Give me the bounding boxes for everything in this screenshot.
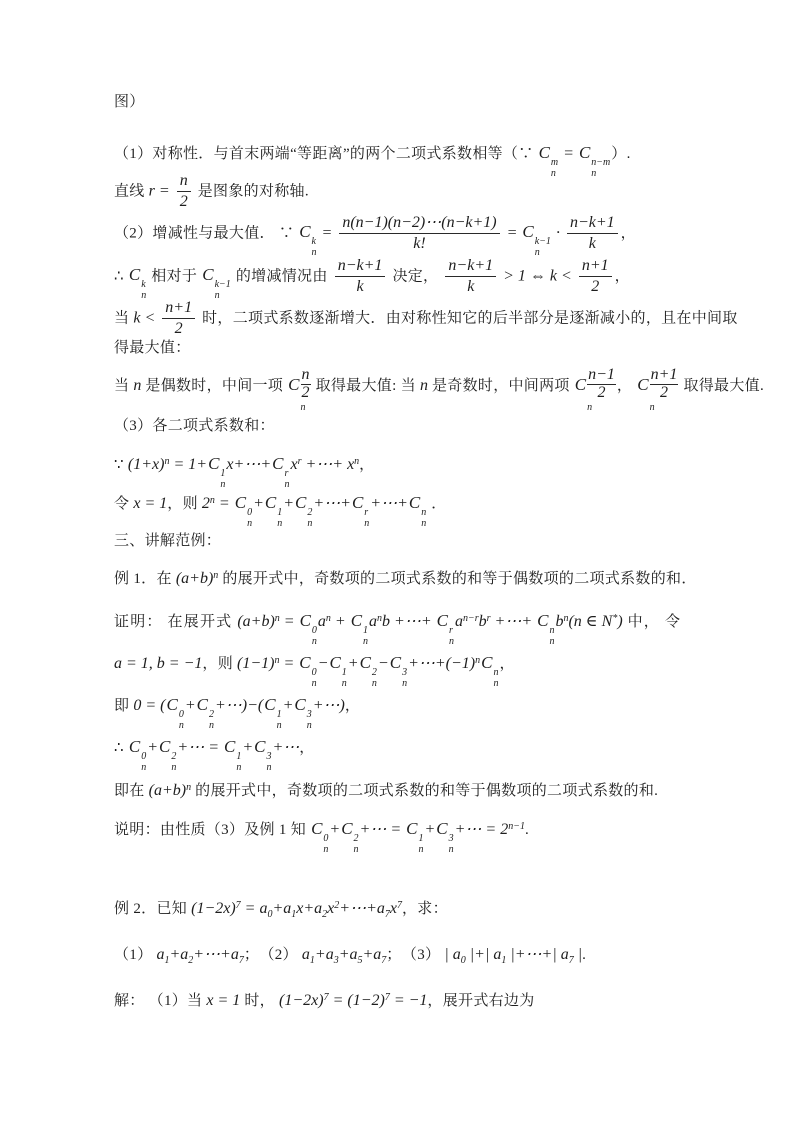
doc-line: 三、讲解范例： <box>114 533 222 549</box>
doc-line: 例 1．在 $(a+b)^n$ 的展开式中，奇数项的二项式系数的和等于偶数项的二项式系数的和． <box>114 569 697 587</box>
doc-line: 得最大值： <box>114 340 191 356</box>
doc-line: 例 2．已知 $(1-2x)^7$ = $a_0+a_1x+a_2x^2+\cdots+a_7x^7$，求： <box>114 899 448 920</box>
doc-line: 当 n 是偶数时，中间一项 C $\frac{n}{2}$ n 取得最大值: 当 n 是奇数时，中间两项 C $\frac{n-1}{2}$ n ， C $\frac{n+1}{2}$ n 取得最大值. <box>114 366 764 413</box>
doc-line: （2）增减性与最大值． ∵ C k n = $\frac{n(n-1)(n-2)\cdots(n-k+1)}{k!}$ = C k−1 n · $\frac{n-k+1}{k}$ ， <box>114 214 636 259</box>
doc-line: 当 k < $\frac{n+1}{2}$ 时，二项式系数逐渐增大．由对称性知它的后半部分是逐渐减小的，且在中间取 <box>114 299 738 338</box>
doc-line: （1）对称性．与首末两端“等距离”的两个二项式系数相等（∵ C m n = C n−m n ）. <box>114 143 631 179</box>
doc-line: 即在 $(a+b)^n$ 的展开式中，奇数项的二项式系数的和等于偶数项的二项式系数的和. <box>114 781 659 799</box>
doc-line: 说明：由性质（3）及例 1 知 C 0 n +C 2 n +⋯ = C 1 n +C 3 n +⋯ = $2^{n-1}$. <box>114 819 530 855</box>
doc-line: ∴ C k n 相对于 C k−1 n 的增减情况由 $\frac{n-k+1}{k}$ 决定， $\frac{n-k+1}{k}$ > 1 ⇔ k < $\frac{n+1}{2}$ ， <box>114 257 630 302</box>
doc-line: 即 0 = (C 0 n +C 2 n +⋯)−(C 1 n +C 3 n +⋯)， <box>114 695 361 731</box>
doc-line: a = 1, b = −1，则 $(1-1)^n = C$ 0 n −C 1 n +C 2 n −C 3 n $+\cdots+(-1)^nC$ n n ， <box>114 653 515 689</box>
doc-line: 令 x = 1，则 $2^n = C$ 0 n +C 1 n +C 2 n +⋯+C r n +⋯+C n n ． <box>114 493 447 529</box>
doc-line: ∴ C 0 n +C 2 n +⋯ = C 1 n +C 3 n +⋯， <box>114 737 315 773</box>
doc-line: （3）各二项式系数和： <box>114 418 275 434</box>
doc-line: （1） $a_1+a_2+\cdots+a_7$； （2） $a_1+a_3+a_5+a_7$； （3） | $a_0$ |+| $a_1$ |+⋯+| $a_7$ |. <box>114 946 587 966</box>
doc-line: 证明： 在展开式 $(a+b)^n = C$ 0 n $a^n + C$ 1 n $a^nb$ +⋯+ C r n $a^{n-r}b^r$ +⋯+ C n n $b^n(n$ ∈ N*) 中， 令 <box>114 611 682 647</box>
doc-line: 直线 r = $\frac{n}{2}$ 是图象的对称轴. <box>114 172 309 211</box>
doc-line: 图） <box>114 94 145 110</box>
doc-line: 解： （1）当 x = 1 时， $(1-2x)^7 = (1-2)^7 = -1$，展开式右边为 <box>114 991 535 1009</box>
doc-line: ∵ $(1+x)^n = 1+C$ 1 n x+⋯+C r n $x^r$ +⋯+ $x^n$， <box>114 454 375 490</box>
